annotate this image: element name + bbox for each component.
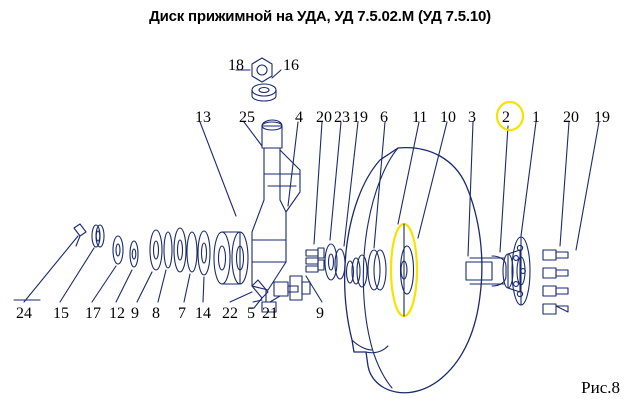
callout-24: 24 xyxy=(16,305,32,322)
callout-19-right: 19 xyxy=(594,109,610,126)
figure-caption: Рис.8 xyxy=(581,378,620,397)
callout-17: 17 xyxy=(85,305,101,322)
callout-8: 8 xyxy=(152,305,160,322)
callout-11: 11 xyxy=(412,109,428,126)
callout-1: 1 xyxy=(532,109,540,126)
callout-25: 25 xyxy=(239,109,255,126)
callout-10: 10 xyxy=(440,109,456,126)
callout-21: 21 xyxy=(262,305,278,322)
callout-9-center: 9 xyxy=(316,305,324,322)
highlight-circle-callout-2 xyxy=(494,100,526,132)
callout-3: 3 xyxy=(468,109,476,126)
callout-12: 12 xyxy=(109,305,125,322)
callout-22: 22 xyxy=(222,305,238,322)
callout-16: 16 xyxy=(283,57,299,74)
callout-15: 15 xyxy=(53,305,69,322)
callout-13: 13 xyxy=(195,109,211,126)
callout-23: 23 xyxy=(334,109,350,126)
callout-6: 6 xyxy=(380,109,388,126)
callout-9-left: 9 xyxy=(131,305,139,322)
callout-19-top: 19 xyxy=(352,109,368,126)
callout-20-top: 20 xyxy=(316,109,332,126)
page-title: Диск прижимной на УДА, УД 7.5.02.М (УД 7.5.10) xyxy=(149,8,491,25)
callout-4: 4 xyxy=(295,109,303,126)
callout-18: 18 xyxy=(228,57,244,74)
callout-20-right: 20 xyxy=(563,109,579,126)
callout-2-highlighted: 2 xyxy=(502,109,510,126)
callout-7: 7 xyxy=(178,305,186,322)
callout-14: 14 xyxy=(195,305,211,322)
callout-5: 5 xyxy=(247,305,255,322)
